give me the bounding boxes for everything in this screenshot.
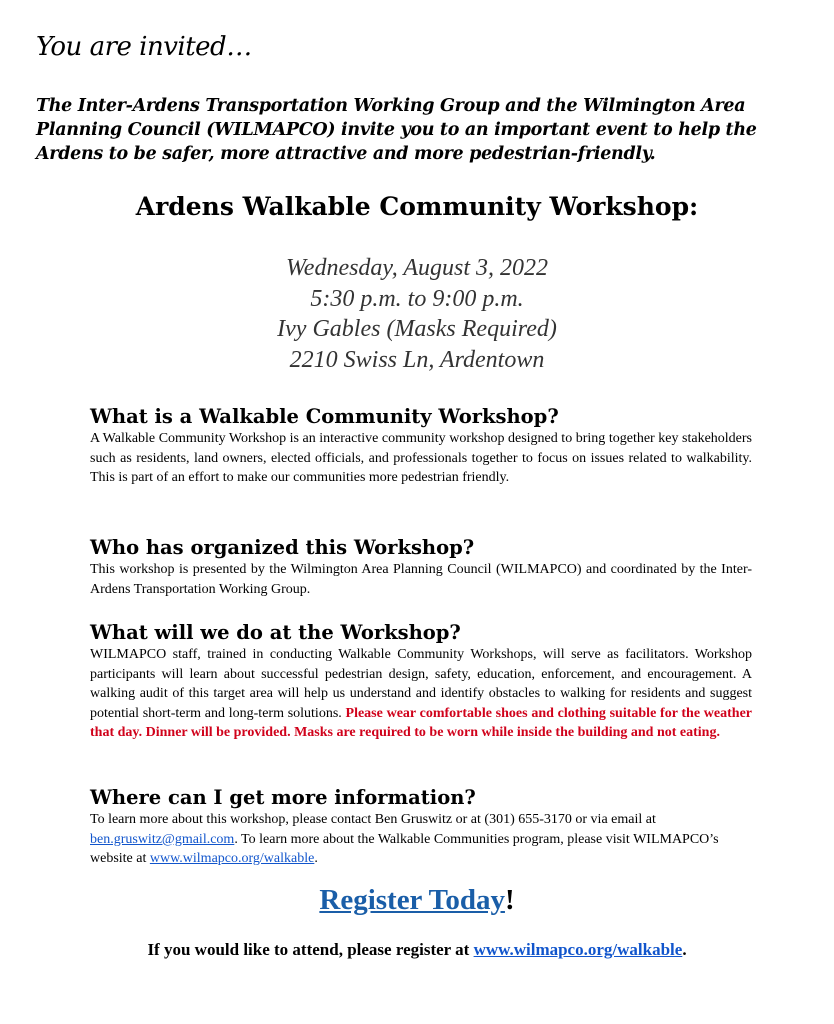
- intro-paragraph: The Inter-Ardens Transportation Working Group and the Wilmington Area Planning Council (WILMAPCO) invite you to an important event to help the Ardens to be safer, more attractive and more pedestrian-friendly.: [36, 96, 757, 164]
- event-time: 5:30 p.m. to 9:00 p.m.: [310, 285, 524, 312]
- page-title: Ardens Walkable Community Workshop:: [135, 192, 699, 221]
- section-info-text-3: .: [314, 851, 318, 866]
- section-who-body: This workshop is presented by the Wilmington Area Planning Council (WILMAPCO) and coordinated by the Inter-Ardens Transportation Working Group.: [90, 562, 752, 597]
- attend-line: [0, 940, 834, 960]
- section-do-warning: Please wear comfortable shoes and clothing suitable for the weather that day. Dinner will be provided. Masks are required to be worn while inside the building and not eating.: [90, 705, 753, 740]
- section-do-heading: What will we do at the Workshop?: [90, 621, 461, 644]
- attend-end: .: [682, 940, 687, 959]
- section-info-body: [90, 810, 752, 869]
- attend-register-link[interactable]: www.wilmapco.org/walkable: [473, 940, 683, 959]
- section-what-heading: What is a Walkable Community Workshop?: [90, 405, 559, 428]
- register-callout: [0, 884, 834, 917]
- event-address: 2210 Swiss Ln, Ardentown: [289, 346, 545, 373]
- event-date: Wednesday, August 3, 2022: [286, 255, 548, 281]
- invite-heading: You are invited…: [36, 32, 252, 62]
- section-info-heading: Where can I get more information?: [90, 786, 476, 809]
- event-venue: Ivy Gables (Masks Required): [277, 316, 557, 342]
- section-do: [90, 621, 752, 743]
- section-who: [90, 536, 752, 599]
- section-do-body: [90, 645, 752, 743]
- section-who-heading: Who has organized this Workshop?: [90, 536, 475, 559]
- section-what: [90, 405, 752, 488]
- section-info: [90, 786, 752, 869]
- event-details: [0, 253, 834, 375]
- attend-text: If you would like to attend, please register at: [147, 940, 474, 959]
- section-info-text-1: To learn more about this workshop, please contact Ben Gruswitz or at (301) 655-3170 or via email at: [90, 812, 656, 827]
- section-do-text: WILMAPCO staff, trained in conducting Walkable Community Workshops, will serve as facilitators. Workshop participants will learn about successful pedestrian design, safety, education, enforcement, and encouragement. A walking audit of this target area will help us understand and identify obstacles to walking for residents and suggest potential short-term and long-term solutions.: [90, 647, 752, 721]
- section-what-body: A Walkable Community Workshop is an interactive community workshop designed to bring together key stakeholders such as residents, land owners, elected officials, and professionals together to focus on issues related to walkability. This is part of an effort to make our communities more pedestrian friendly.: [90, 431, 752, 485]
- register-exclaim: !: [504, 884, 515, 916]
- register-today-link[interactable]: Register Today: [319, 884, 505, 916]
- website-link[interactable]: www.wilmapco.org/walkable: [149, 851, 315, 866]
- section-info-text-2: . To learn more about the Walkable Communities program, please visit WILMAPCO’s website at: [90, 831, 719, 866]
- email-link[interactable]: ben.gruswitz@gmail.com: [90, 831, 235, 847]
